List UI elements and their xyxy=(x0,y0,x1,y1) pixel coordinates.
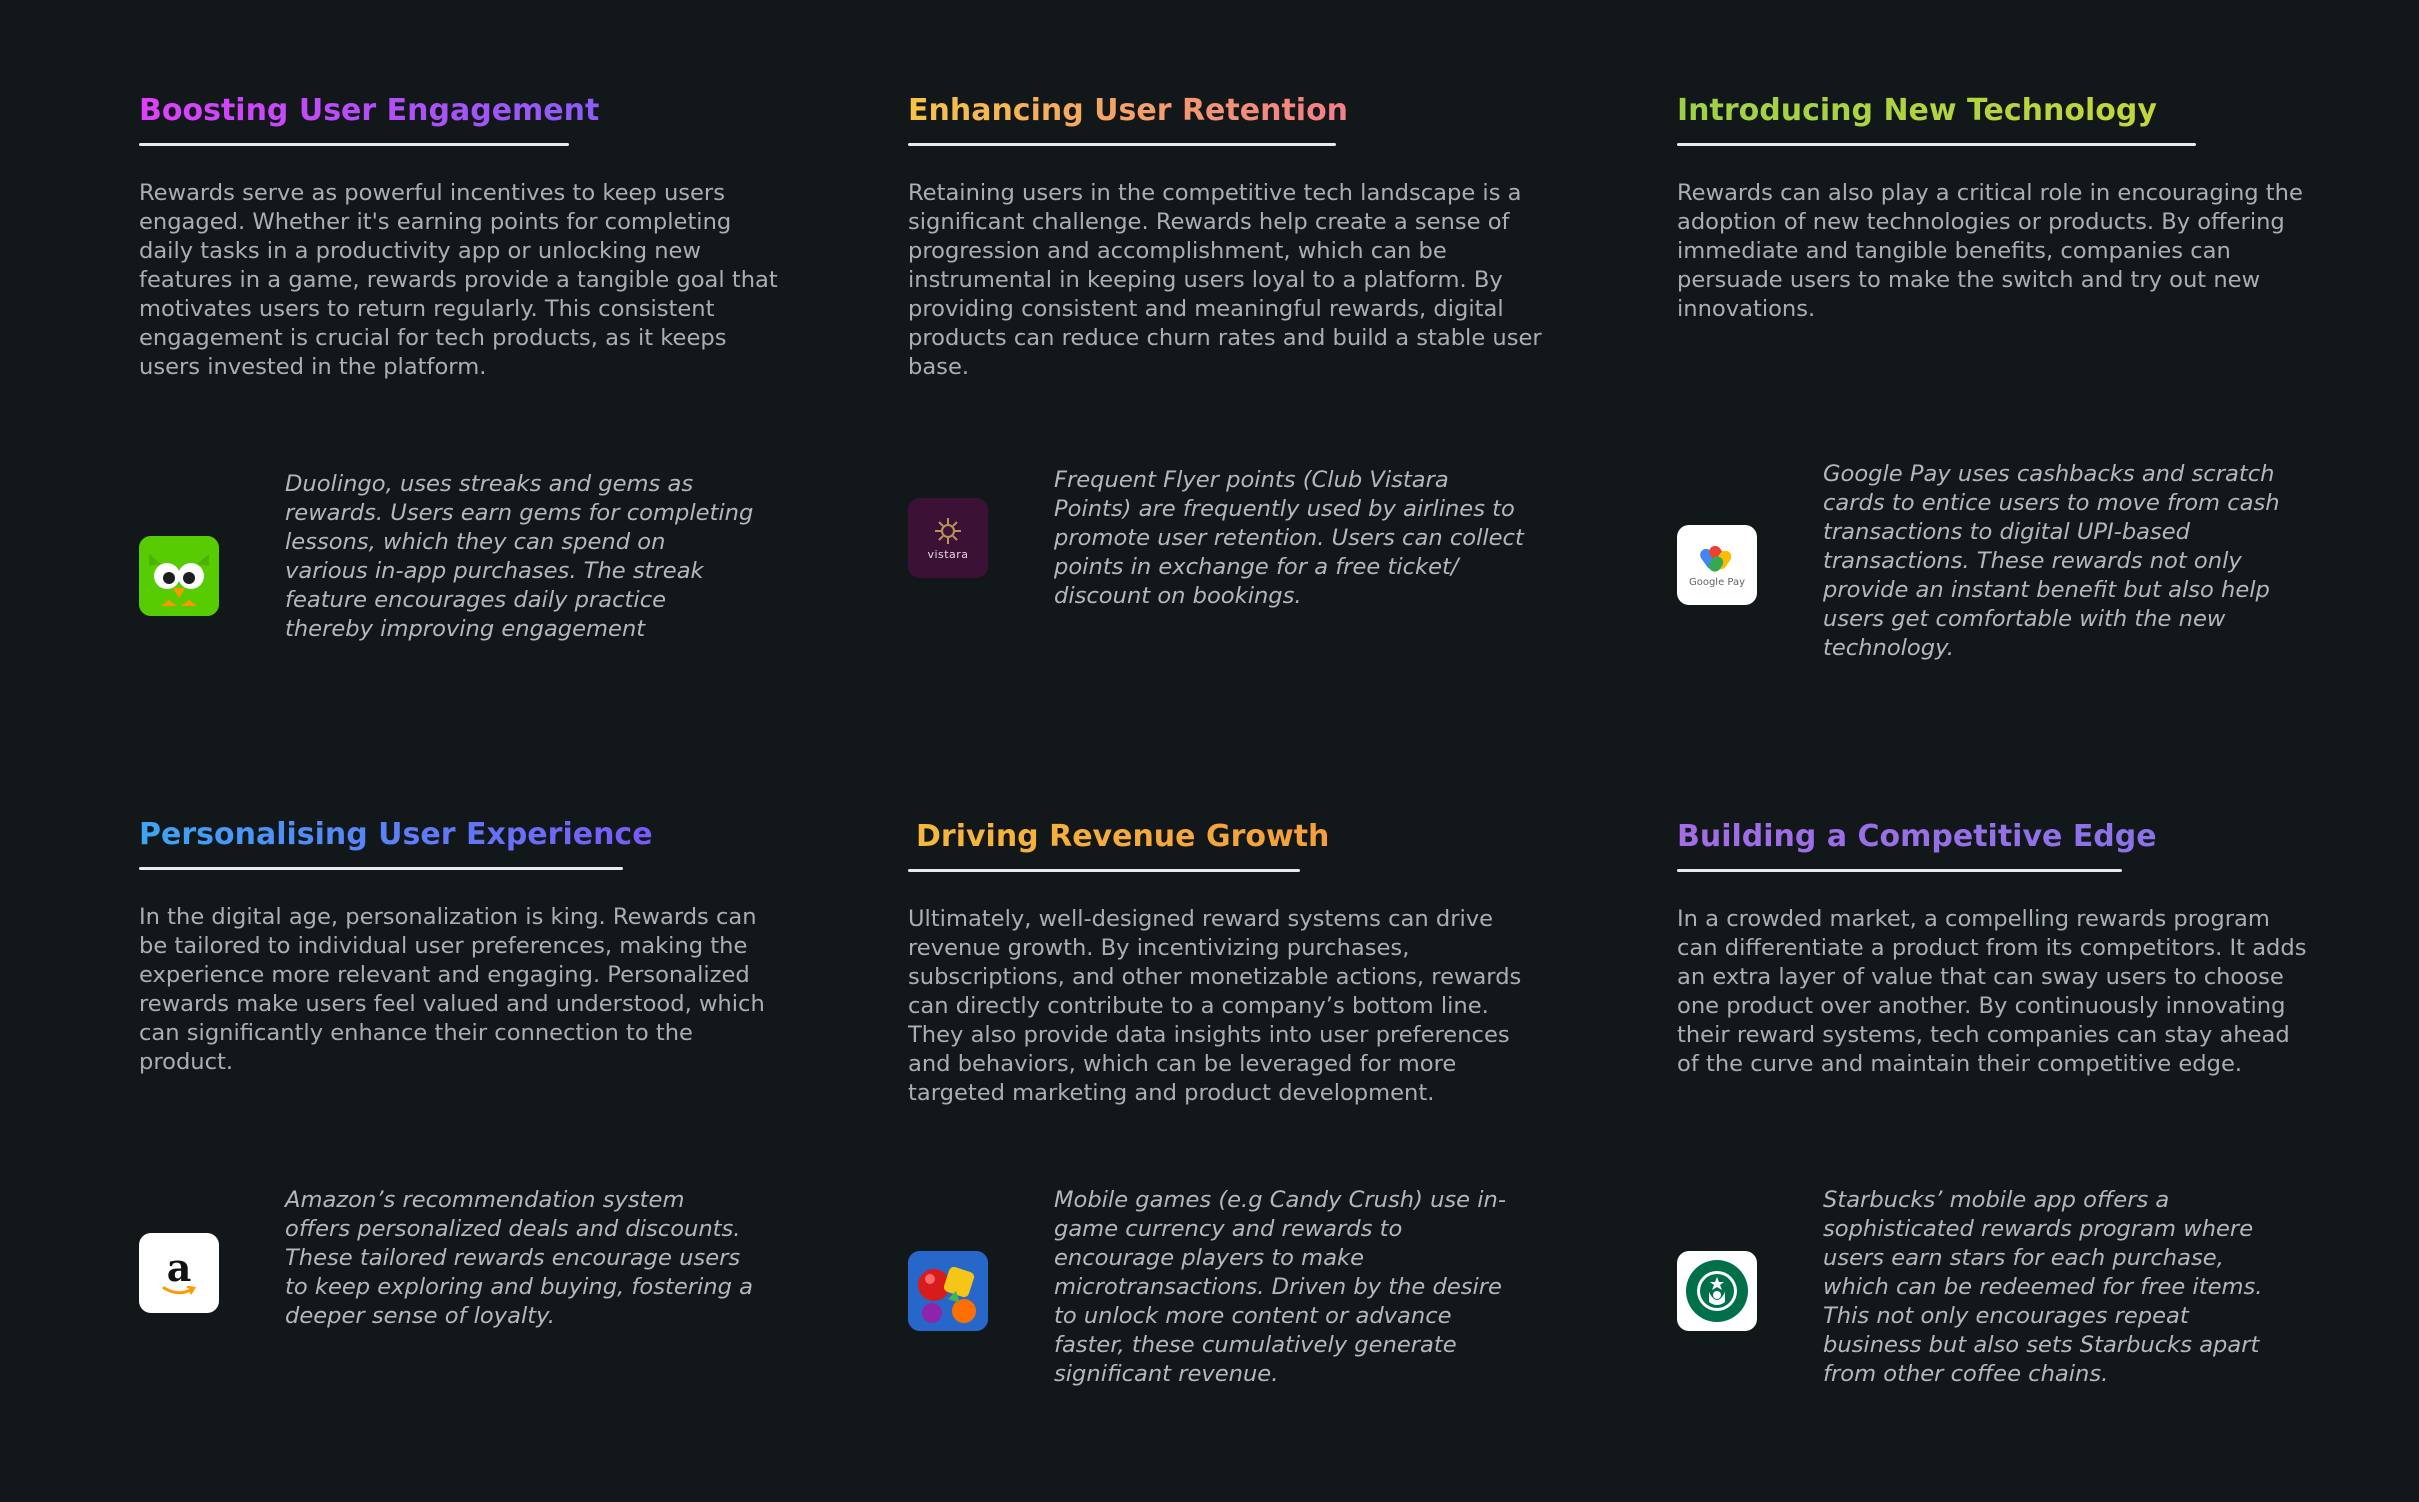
section-title: Driving Revenue Growth xyxy=(916,817,1329,857)
google-pay-mark-icon xyxy=(1699,542,1735,574)
section-title: Personalising User Experience xyxy=(139,815,653,855)
section-boosting-user-engagement xyxy=(139,91,779,382)
section-title: Introducing New Technology xyxy=(1677,91,2157,131)
example-text: Mobile games (e.g Candy Crush) use in-game currency and rewards to encourage players to make microtransactions. Driven by the desire to unlock more content or advance faster, these cumulatively generate significant revenue. xyxy=(1054,1187,1506,1387)
section-title: Building a Competitive Edge xyxy=(1677,817,2157,857)
section-building-a-competitive-edge xyxy=(1677,817,2317,1079)
google-pay-logo-icon xyxy=(1677,525,1757,605)
google-pay-wordmark: Google Pay xyxy=(1688,577,1746,588)
section-personalising-user-experience xyxy=(139,815,779,1077)
duolingo-owl-icon xyxy=(139,536,219,616)
title-underline xyxy=(908,869,1300,872)
vistara-emblem-icon xyxy=(933,516,963,546)
section-body: Rewards can also play a critical role in encouraging the adoption of new technologies or products. By offering immediate and tangible benefits, companies can persuade users to make the switch and try out new innovations. xyxy=(1677,180,2303,322)
example-text: Google Pay uses cashbacks and scratch cards to entice users to move from cash transactions to digital UPI-based transactions. These rewards not only provide an instant benefit but also help users get comfortable with the new technology. xyxy=(1823,461,2280,661)
section-title: Boosting User Engagement xyxy=(139,91,599,131)
title-underline xyxy=(139,867,623,870)
section-driving-revenue-growth xyxy=(908,817,1548,1108)
amazon-wordmark: a xyxy=(166,1245,192,1290)
section-body: Ultimately, well-designed reward systems can drive revenue growth. By incentivizing purchases, subscriptions, and other monetizable actions, rewards can directly contribute to a company’s bottom line. They also provide data insights into user preferences and behaviors, which can be leveraged for more targeted marketing and product development. xyxy=(908,906,1522,1106)
title-underline xyxy=(1677,143,2196,146)
amazon-smile-icon xyxy=(162,1286,196,1296)
example-text: Duolingo, uses streaks and gems as rewards. Users earn gems for completing lessons, which they can spend on various in-app purchases. The streak feature encourages daily practice thereby improving engagement xyxy=(285,471,754,642)
amazon-logo-icon xyxy=(139,1233,219,1313)
example-text: Amazon’s recommendation system offers personalized deals and discounts. These tailored rewards encourage users to keep exploring and buying, fostering a deeper sense of loyalty. xyxy=(285,1187,753,1329)
section-title: Enhancing User Retention xyxy=(908,91,1348,131)
title-underline xyxy=(139,143,569,146)
example-text: Starbucks’ mobile app offers a sophisticated rewards program where users earn stars for each purchase, which can be redeemed for free items. This not only encourages repeat business but also sets Starbucks apart from other coffee chains. xyxy=(1823,1187,2263,1387)
candy-crush-logo-icon xyxy=(908,1251,988,1331)
vistara-wordmark: vistara xyxy=(927,547,969,561)
title-underline xyxy=(908,143,1336,146)
section-body: Retaining users in the competitive tech landscape is a significant challenge. Rewards help create a sense of progression and accomplishment, which can be instrumental in keeping users loyal to a platform. By providing consistent and meaningful rewards, digital products can reduce churn rates and build a stable user base. xyxy=(908,180,1542,380)
title-underline xyxy=(1677,869,2122,872)
section-body: In the digital age, personalization is king. Rewards can be tailored to individual user preferences, making the experience more relevant and engaging. Personalized rewards make users feel valued and understood, which can significantly enhance their connection to the product. xyxy=(139,904,765,1075)
section-body: Rewards serve as powerful incentives to keep users engaged. Whether it's earning points for completing daily tasks in a productivity app or unlocking new features in a game, rewards provide a tangible goal that motivates users to return regularly. This consistent engagement is crucial for tech products, as it keeps users invested in the platform. xyxy=(139,180,778,380)
example-text: Frequent Flyer points (Club Vistara Points) are frequently used by airlines to promote user retention. Users can collect points in exchange for a free ticket/ discount on bookings. xyxy=(1054,467,1524,609)
vistara-logo-icon xyxy=(908,498,988,578)
section-enhancing-user-retention xyxy=(908,91,1548,382)
starbucks-logo-icon xyxy=(1677,1251,1757,1331)
section-body: In a crowded market, a compelling rewards program can differentiate a product from its competitors. It adds an extra layer of value that can sway users to choose one product over another. By continuously innovating their reward systems, tech companies can stay ahead of the curve and maintain their competitive edge. xyxy=(1677,906,2307,1077)
section-introducing-new-technology xyxy=(1677,91,2317,324)
